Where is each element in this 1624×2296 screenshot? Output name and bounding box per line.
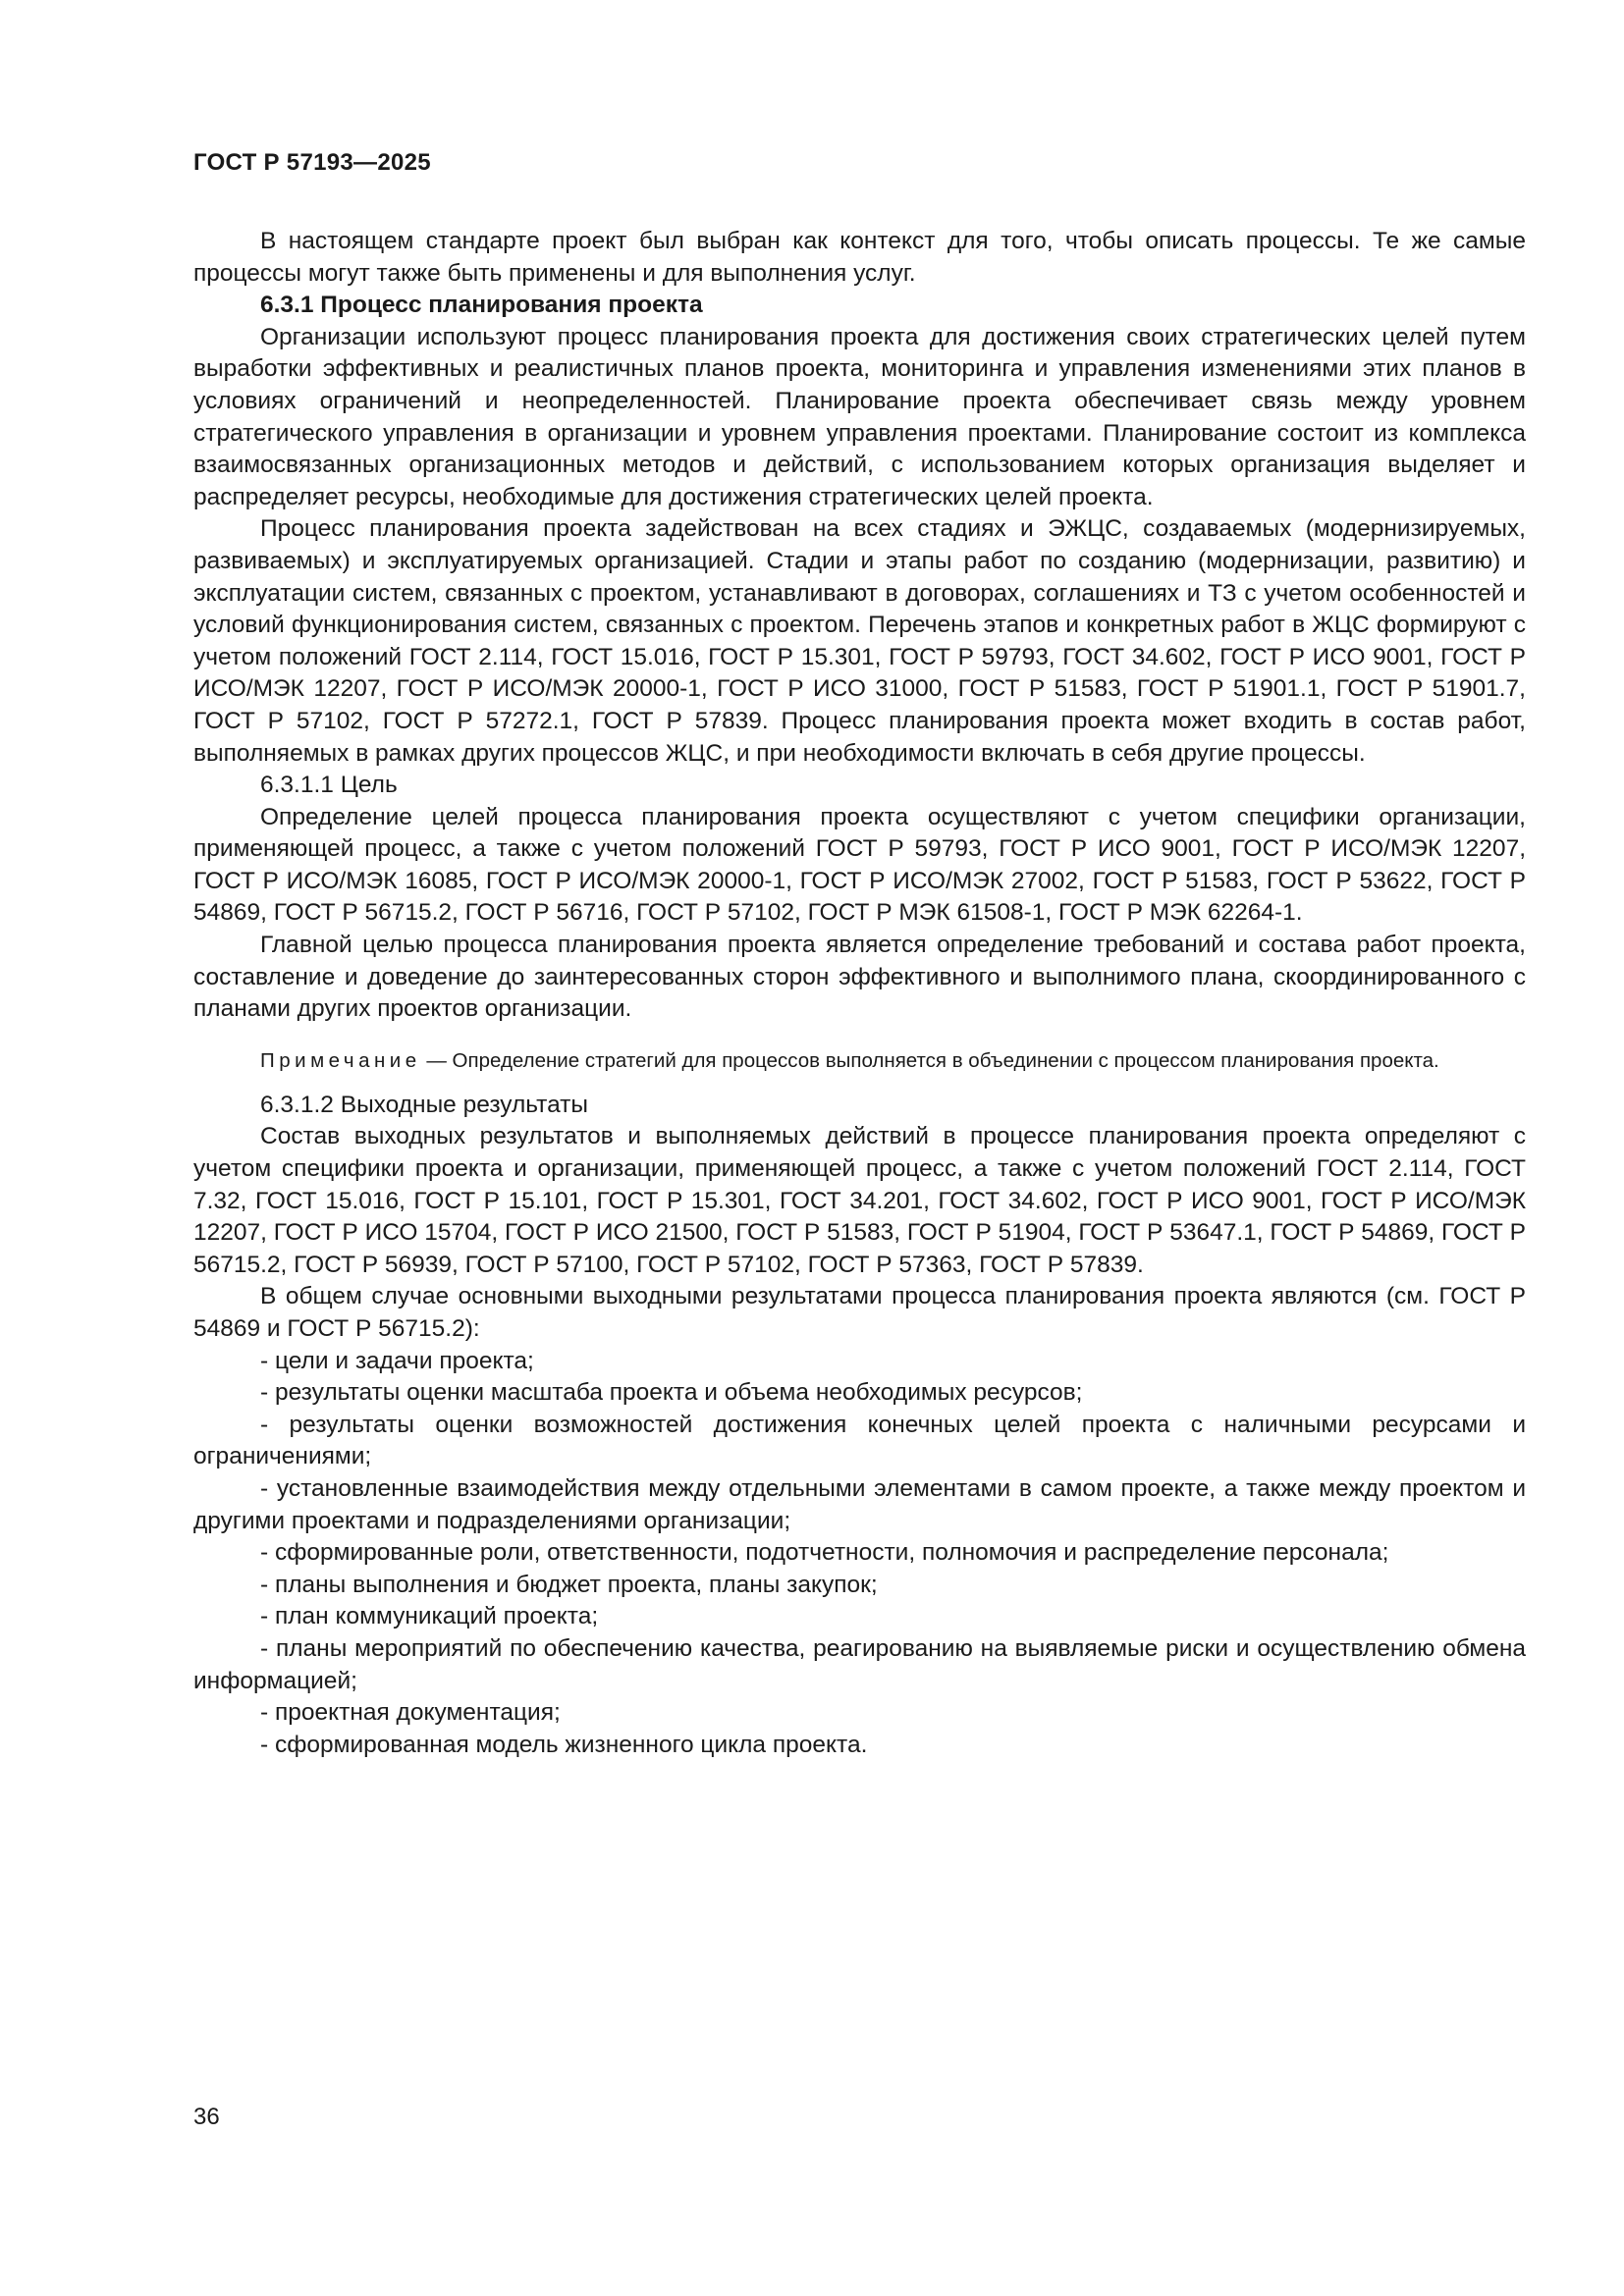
section-heading-6-3-1: 6.3.1 Процесс планирования проекта bbox=[260, 292, 703, 319]
subsection-6-3-1-2-paragraph-2: В общем случае основными выходными результатами процесса планирования проекта являются (см. ГОСТ Р 54869 и ГОСТ Р 56715.2): bbox=[193, 1283, 1526, 1342]
subsection-heading-6-3-1-1: 6.3.1.1 Цель bbox=[260, 772, 398, 799]
note-text: — Определение стратегий для процессов выполняется в объединении с процессом планирования проекта. bbox=[420, 1048, 1439, 1072]
list-item: - установленные взаимодействия между отдельными элементами в самом проекте, а также между проектом и другими проектами и подразделениями организации; bbox=[193, 1474, 1526, 1534]
list-item: - планы выполнения и бюджет проекта, планы закупок; bbox=[260, 1571, 878, 1598]
list-item: - сформированные роли, ответственности, подотчетности, полномочия и распределение персонала; bbox=[260, 1539, 1389, 1567]
section-6-3-1-paragraph-2: Процесс планирования проекта задействован на всех стадиях и ЭЖЦС, создаваемых (модернизируемых, развиваемых) и эксплуатируемых организацией. Стадии и этапы работ по созданию (модернизации, развитию) и эксплуатации систем, связанных с проектом, устанавливают в договорах, соглашениях и ТЗ с учетом особенностей и условий функционирования систем, связанных с проектом. Перечень этапов и конкретных работ в ЖЦС формируют с учетом положений ГОСТ 2.114, ГОСТ 15.016, ГОСТ Р 15.301, ГОСТ Р 59793, ГОСТ 34.602, ГОСТ Р ИСО 9001, ГОСТ Р ИСО/МЭК 12207, ГОСТ Р ИСО/МЭК 20000-1, ГОСТ Р ИСО 31000, ГОСТ Р 51583, ГОСТ Р 51901.1, ГОСТ Р 51901.7, ГОСТ Р 57102, ГОСТ Р 57272.1, ГОСТ Р 57839. Процесс планирования проекта может входить в состав работ, выполняемых в рамках других процессов ЖЦС, и при необходимости включать в себя другие процессы. bbox=[193, 515, 1526, 767]
subsection-6-3-1-1-paragraph-2: Главной целью процесса планирования проекта является определение требований и состава работ проекта, составление и доведение до заинтересованных сторон эффективного и выполнимого плана, скоординированного с планами других проектов организации. bbox=[193, 932, 1526, 1023]
list-item: - сформированная модель жизненного цикла проекта. bbox=[260, 1731, 868, 1758]
section-6-3-1-paragraph-1: Организации используют процесс планирования проекта для достижения своих стратегических целей путем выработки эффективных и реалистичных планов проекта, мониторинга и управления изменениями этих планов в условиях ограничений и неопределенностей. Планирование проекта обеспечивает связь между уровнем стратегического управления в организации и уровнем управления проектами. Планирование состоит из комплекса взаимосвязанных организационных методов и действий, с использованием которых организация выделяет и распределяет ресурсы, необходимые для достижения стратегических целей проекта. bbox=[193, 323, 1526, 510]
output-results-list bbox=[193, 1346, 1526, 1762]
note bbox=[193, 1047, 1526, 1074]
list-item: - планы мероприятий по обеспечению качества, реагированию на выявляемые риски и осуществлению обмена информацией; bbox=[193, 1634, 1526, 1694]
note-label: Примечание bbox=[260, 1048, 421, 1072]
subsection-6-3-1-1-paragraph-1: Определение целей процесса планирования проекта осуществляют с учетом специфики организации, применяющей процесс, а также с учетом положений ГОСТ Р 59793, ГОСТ Р ИСО 9001, ГОСТ Р ИСО/МЭК 12207, ГОСТ Р ИСО/МЭК 16085, ГОСТ Р ИСО/МЭК 20000-1, ГОСТ Р ИСО/МЭК 27002, ГОСТ Р 51583, ГОСТ Р 53622, ГОСТ Р 54869, ГОСТ Р 56715.2, ГОСТ Р 56716, ГОСТ Р 57102, ГОСТ Р МЭК 61508-1, ГОСТ Р МЭК 62264-1. bbox=[193, 803, 1526, 927]
subsection-6-3-1-2-paragraph-1: Состав выходных результатов и выполняемых действий в процессе планирования проекта определяют с учетом специфики проекта и организации, применяющей процесс, а также с учетом положений ГОСТ 2.114, ГОСТ 7.32, ГОСТ 15.016, ГОСТ Р 15.101, ГОСТ Р 15.301, ГОСТ 34.201, ГОСТ 34.602, ГОСТ Р ИСО 9001, ГОСТ Р ИСО/МЭК 12207, ГОСТ Р ИСО 15704, ГОСТ Р ИСО 21500, ГОСТ Р 51583, ГОСТ Р 51904, ГОСТ Р 53647.1, ГОСТ Р 54869, ГОСТ Р 56715.2, ГОСТ Р 56939, ГОСТ Р 57100, ГОСТ Р 57102, ГОСТ Р 57363, ГОСТ Р 57839. bbox=[193, 1123, 1526, 1278]
page-number: 36 bbox=[193, 2104, 220, 2130]
document-body bbox=[193, 226, 1526, 1761]
list-item: - план коммуникаций проекта; bbox=[260, 1603, 599, 1630]
subsection-heading-6-3-1-2: 6.3.1.2 Выходные результаты bbox=[260, 1091, 589, 1118]
intro-paragraph: В настоящем стандарте проект был выбран как контекст для того, чтобы описать процессы. Те же самые процессы могут также быть применены и для выполнения услуг. bbox=[193, 228, 1526, 287]
list-item: - проектная документация; bbox=[260, 1699, 561, 1727]
list-item: - цели и задачи проекта; bbox=[260, 1347, 534, 1374]
standard-code-header: ГОСТ Р 57193—2025 bbox=[193, 149, 431, 176]
list-item: - результаты оценки масштаба проекта и объема необходимых ресурсов; bbox=[260, 1379, 1083, 1407]
list-item: - результаты оценки возможностей достижения конечных целей проекта с наличными ресурсами и ограничениями; bbox=[193, 1411, 1526, 1470]
